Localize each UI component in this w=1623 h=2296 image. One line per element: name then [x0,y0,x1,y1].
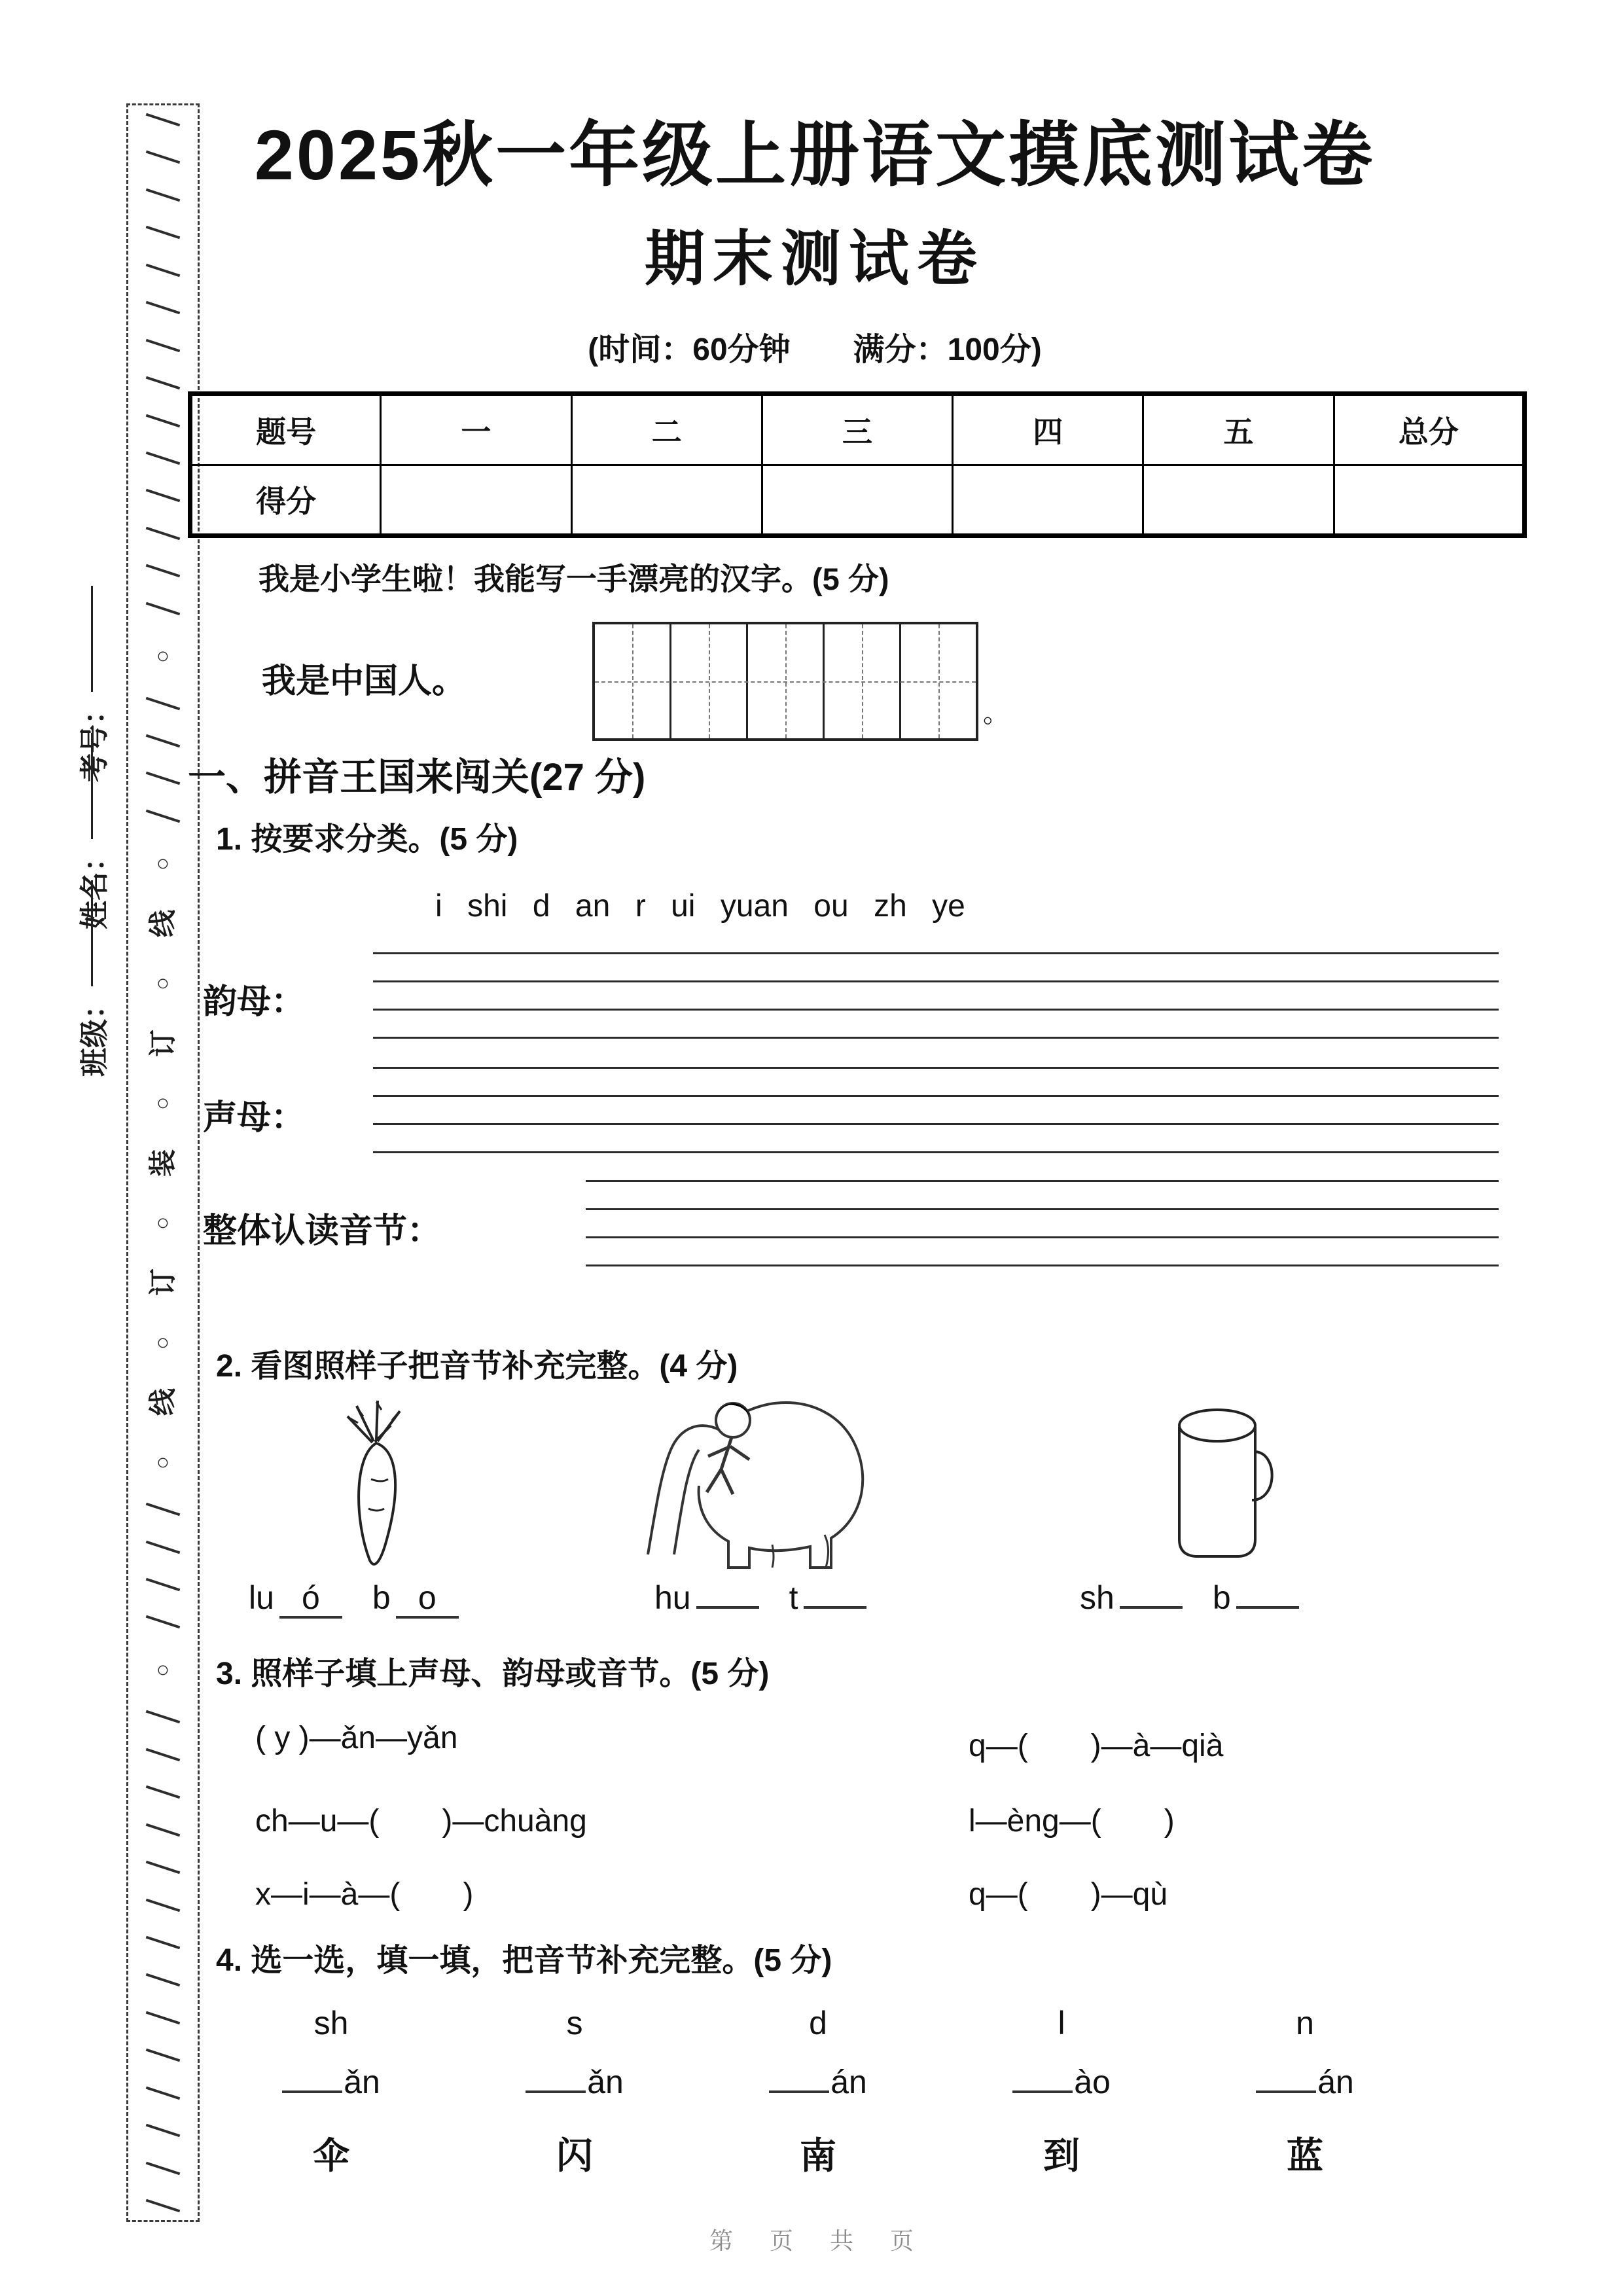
pinyin-item: ye [932,889,965,924]
hatch-mark [146,564,181,577]
syllable-given-part: hu [654,1579,691,1616]
strip-circle: ○ [156,971,170,996]
hatch-mark [146,2161,181,2174]
strip-circle: ○ [156,1329,170,1355]
strip-circle: ○ [156,851,170,876]
handwriting-prompt: 我是小学生啦！我能写一手漂亮的汉字。(5 分) [259,562,889,596]
syllable-segment [789,1579,866,1617]
handwriting-grid[interactable] [592,622,978,741]
class-line[interactable] [91,880,93,986]
hatch-mark [146,414,181,427]
finals-category-label: 韵母： [203,983,306,1021]
q4-blank[interactable] [769,2090,829,2093]
whole-syllables-answer-area[interactable] [586,1180,1499,1266]
q4-blank[interactable] [526,2090,586,2093]
writing-line [373,1151,1499,1153]
score-row-label: 得分 [190,465,381,536]
q2-syllable-group [654,1579,866,1617]
q2-title: 2. 看图照样子把音节补充完整。(4 分) [216,1349,738,1384]
score-table-corner: 题号 [190,394,381,465]
q4-initials-row [209,2004,1427,2042]
time-score-info: (时间：60分钟 满分：100分) [588,332,1042,367]
hatch-mark [146,1540,181,1553]
whole-syllables-category-label: 整体认读音节： [203,1212,442,1250]
initials-category-label: 声母： [203,1099,306,1137]
q4-character: 伞 [313,2135,349,2176]
hatch-mark [146,301,181,314]
pinyin-item: an [575,889,611,924]
writing-line [373,952,1499,954]
exam-number-line[interactable] [91,586,93,692]
q2-syllable-group [1080,1579,1299,1617]
page-subtitle: 期末测试卷 [644,226,985,293]
hatch-mark [146,2011,181,2024]
pinyin-item: i [435,889,442,924]
q3-item[interactable]: ch—u—( )—chuàng [255,1804,587,1839]
q4-finals-row [209,2063,1427,2101]
strip-circle: ○ [156,1090,170,1116]
q1-title: 1. 按要求分类。(5 分) [216,822,518,857]
score-table-column-header: 总分 [1334,394,1524,465]
strip-circle: ○ [156,643,170,669]
q3-title: 3. 照样子填上声母、韵母或音节。(5 分) [216,1657,770,1691]
radish-image [311,1394,442,1584]
q3-item[interactable]: q—( )—à—qià [969,1729,1224,1763]
q4-character: 到 [1043,2135,1080,2176]
syllable-blank[interactable]: ó [279,1580,342,1619]
binding-strip-char: 订 [147,1029,178,1057]
syllable-segment [1080,1579,1183,1617]
pinyin-item: ou [813,889,849,924]
hatch-mark [146,2124,181,2137]
writing-line [373,1037,1499,1039]
score-input-cell[interactable] [381,465,571,536]
q4-final-cell [940,2063,1183,2101]
score-input-cell[interactable] [571,465,762,536]
syllable-blank[interactable] [696,1606,759,1609]
student-name-line[interactable] [91,733,93,839]
hatch-mark [146,1748,181,1761]
writing-line [586,1236,1499,1238]
q4-final-cell [209,2063,453,2101]
writing-line [373,1009,1499,1011]
score-table-score-row [190,465,1525,536]
page-title: 2025秋一年级上册语文摸底测试卷 [254,115,1376,194]
hatch-mark [146,376,181,389]
syllable-given-part: lu [249,1579,274,1616]
syllable-segment [372,1579,459,1619]
initials-answer-area[interactable] [373,1067,1499,1153]
hatch-mark [146,527,181,540]
q4-initial-option[interactable]: l [1058,2005,1065,2041]
score-input-cell[interactable] [953,465,1143,536]
pinyin-item: shi [467,889,508,924]
q4-final-cell [696,2063,940,2101]
section-one-heading: 一、拼音王国来闯关(27 分) [188,756,646,798]
q4-initial-option[interactable]: sh [313,2005,349,2041]
q4-initial-option[interactable]: n [1296,2005,1314,2041]
q4-character: 闪 [556,2135,593,2176]
hatch-mark [146,2199,181,2212]
child-on-slide-image [609,1358,897,1581]
score-table-column-header: 三 [762,394,952,465]
q4-final: án [830,2064,867,2100]
q4-title: 4. 选一选，填一填，把音节补充完整。(5 分) [216,1943,832,1978]
writing-line [373,1067,1499,1069]
score-table-column-header: 五 [1143,394,1334,465]
writing-line [373,980,1499,982]
syllable-segment [654,1579,759,1617]
syllable-given-part: t [789,1579,798,1616]
class-field[interactable] [74,880,109,1077]
q4-blank[interactable] [1012,2090,1073,2093]
syllable-given-part: sh [1080,1579,1115,1616]
hatch-mark [146,810,181,823]
q4-final: án [1317,2064,1354,2100]
q4-final: ào [1074,2064,1111,2100]
hatch-mark [146,1578,181,1591]
hatch-mark [146,1785,181,1799]
binding-strip-char: 订 [147,1268,178,1297]
strip-circle: ○ [156,1449,170,1475]
syllable-segment [249,1579,342,1619]
hatch-mark [146,1936,181,1949]
syllable-given-part: b [1212,1579,1231,1616]
syllable-blank[interactable] [1120,1606,1183,1609]
hatch-mark [146,601,181,615]
score-table-header-row [190,394,1525,465]
q4-chars-row [209,2127,1427,2179]
writing-line [586,1180,1499,1182]
hatch-mark [146,452,181,465]
syllable-blank[interactable] [804,1606,866,1609]
q4-character: 蓝 [1287,2135,1323,2176]
hatch-mark [146,1503,181,1516]
writing-line [586,1208,1499,1210]
hatch-mark [146,734,181,747]
binding-strip-char: 线 [147,909,178,937]
writing-line [586,1265,1499,1266]
q4-initial-option[interactable]: s [566,2005,583,2041]
q3-item[interactable]: ( y )—ǎn—yǎn [255,1721,458,1755]
score-table-column-header: 四 [953,394,1143,465]
syllable-segment [1213,1579,1299,1617]
pinyin-item: yuan [720,889,789,924]
score-input-cell[interactable] [762,465,952,536]
grid-period: 。 [983,699,1009,728]
hatch-mark [146,489,181,502]
score-input-cell[interactable] [1143,465,1334,536]
student-name-label: 姓名： [79,843,111,929]
hatch-mark [146,1615,181,1628]
syllable-given-part: b [372,1579,391,1616]
hatch-mark [146,1973,181,1986]
hatch-mark [146,1861,181,1874]
score-table-column-header: 一 [381,394,571,465]
pinyin-item: d [532,889,550,924]
page-footer: 第 页 共 页 [709,2227,920,2254]
pinyin-items-row [435,888,965,924]
pinyin-item: zh [874,889,907,924]
hatch-mark [146,1823,181,1836]
finals-answer-area[interactable] [373,952,1499,1039]
q3-item[interactable]: l—èng—( ) [969,1804,1175,1839]
cup-image [1155,1401,1279,1571]
hatch-mark [146,1710,181,1723]
pinyin-item: r [635,889,646,924]
q4-initial-option[interactable]: d [809,2005,827,2041]
writing-line [373,1095,1499,1097]
q4-final-cell [453,2063,696,2101]
class-label: 班级： [79,990,111,1077]
hatch-mark [146,772,181,785]
exam-number-label: 考号： [79,696,111,782]
q4-final-cell [1183,2063,1427,2101]
hatch-mark [146,696,181,709]
q4-final: ǎn [587,2064,624,2100]
q3-item[interactable]: q—( )—qù [969,1877,1168,1912]
q3-item[interactable]: x—i—à—( ) [255,1877,474,1912]
strip-circle: ○ [156,1210,170,1235]
binding-strip-char: 线 [147,1388,178,1416]
hatch-mark [146,1898,181,1911]
score-table-column-header: 二 [571,394,762,465]
q4-blank[interactable] [282,2090,342,2093]
q4-blank[interactable] [1256,2090,1316,2093]
score-input-cell[interactable] [1334,465,1524,536]
syllable-blank[interactable] [1236,1606,1299,1609]
handwriting-sentence: 我是中国人。 [262,662,467,700]
score-table [188,391,1527,538]
q2-syllable-group [249,1579,459,1619]
hatch-mark [146,2086,181,2099]
hatch-mark [146,2049,181,2062]
grid-middle-dash [595,681,976,683]
writing-line [373,1123,1499,1125]
strip-circle: ○ [156,1657,170,1682]
binding-strip-char: 装 [147,1149,178,1177]
pinyin-item: ui [671,889,696,924]
q4-character: 南 [800,2135,836,2176]
syllable-blank[interactable]: o [396,1580,459,1619]
q4-final: ǎn [344,2064,380,2100]
